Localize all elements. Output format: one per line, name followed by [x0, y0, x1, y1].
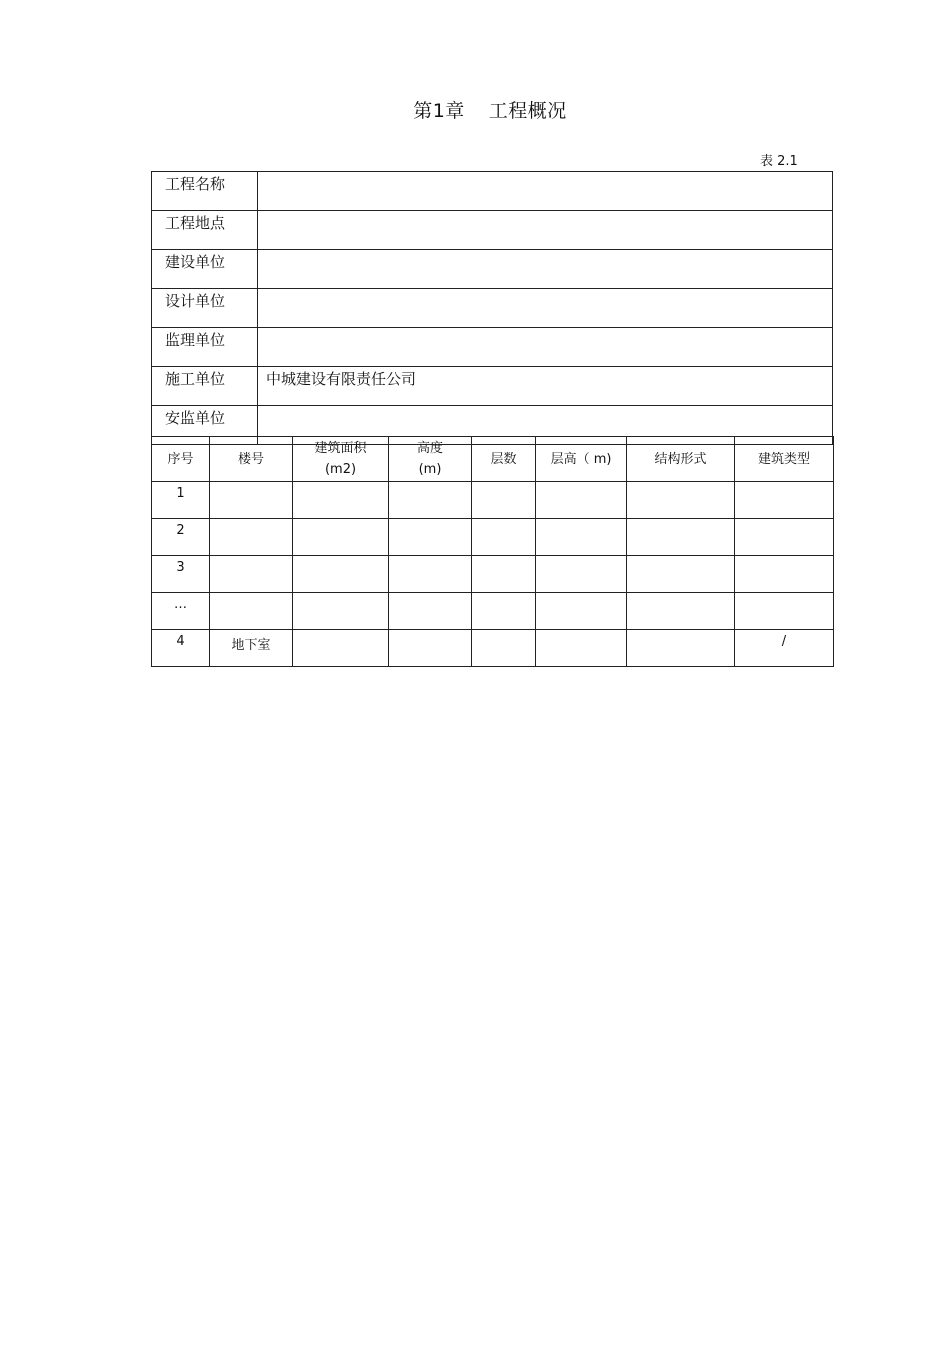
table-cell: [627, 630, 735, 667]
column-header: [472, 437, 536, 482]
table-row: [152, 556, 834, 593]
info-label: 工程地点: [152, 211, 258, 250]
info-value: 中城建设有限责任公司: [258, 367, 833, 406]
table-number: 表 2.1: [760, 154, 798, 169]
table-cell: [536, 630, 627, 667]
info-label: 工程名称: [152, 172, 258, 211]
column-header: [536, 437, 627, 482]
info-label: 安监单位: [152, 406, 258, 445]
table-cell: [389, 519, 472, 556]
table-cell: [210, 556, 293, 593]
column-header: [389, 437, 472, 482]
table-cell: [472, 630, 536, 667]
table-cell: [472, 482, 536, 519]
info-value: [258, 289, 833, 328]
info-label: 施工单位: [152, 367, 258, 406]
table-cell: [472, 519, 536, 556]
column-header: [627, 437, 735, 482]
table-cell: [389, 593, 472, 630]
table-cell: 2: [152, 519, 210, 556]
table-cell: [735, 519, 834, 556]
table-cell: [472, 593, 536, 630]
info-row: [152, 250, 833, 289]
table-cell: [536, 519, 627, 556]
table-cell: [627, 556, 735, 593]
table-cell: [735, 482, 834, 519]
info-label: 监理单位: [152, 328, 258, 367]
table-cell: [210, 482, 293, 519]
info-value: [258, 328, 833, 367]
table-row: [152, 593, 834, 630]
table-cell: [735, 593, 834, 630]
column-header-line1: 层数: [490, 451, 517, 467]
column-header-line1: 楼号: [237, 451, 264, 467]
info-row: [152, 172, 833, 211]
table-cell: /: [735, 630, 834, 667]
table-cell: [389, 556, 472, 593]
table-cell: [293, 593, 389, 630]
column-header-line2: (m): [418, 462, 442, 477]
table-cell: [627, 482, 735, 519]
info-label: 设计单位: [152, 289, 258, 328]
column-header-row: [152, 437, 834, 482]
table-row: [152, 482, 834, 519]
table-cell: [293, 482, 389, 519]
table-cell: [627, 519, 735, 556]
page-title: [0, 96, 950, 123]
table-cell: [293, 630, 389, 667]
table-cell: [293, 519, 389, 556]
table-row: [152, 519, 834, 556]
table-cell: [210, 519, 293, 556]
table-cell: [627, 593, 735, 630]
table-cell: …: [152, 593, 210, 630]
table-cell: 地下室: [210, 630, 293, 667]
table-cell: [536, 482, 627, 519]
table-cell: [536, 593, 627, 630]
column-header: [735, 437, 834, 482]
table-cell: [293, 556, 389, 593]
column-header: [152, 437, 210, 482]
info-value: [258, 211, 833, 250]
info-row: [152, 328, 833, 367]
column-header-line1: 高度: [416, 441, 443, 456]
column-header: [293, 437, 389, 482]
table-cell: [210, 593, 293, 630]
table-cell: 4: [152, 630, 210, 667]
table-cell: 3: [152, 556, 210, 593]
building-table: [151, 436, 834, 667]
info-value: [258, 172, 833, 211]
table-cell: [389, 482, 472, 519]
column-header-line1: 建筑类型: [757, 451, 810, 467]
info-label: 建设单位: [152, 250, 258, 289]
table-cell: 1: [152, 482, 210, 519]
info-row: [152, 211, 833, 250]
column-header-line2: (m2): [324, 462, 357, 477]
table-cell: [472, 556, 536, 593]
column-header-line1: 建筑面积: [314, 441, 367, 456]
table-cell: [536, 556, 627, 593]
table-row: [152, 630, 834, 667]
chapter-title: 工程概况: [488, 100, 567, 122]
column-header-line1: 结构形式: [654, 451, 707, 467]
info-value: [258, 250, 833, 289]
column-header: [210, 437, 293, 482]
project-info-table: [151, 171, 833, 445]
column-header-line1: 层高（ m): [550, 451, 612, 467]
column-header-line1: 序号: [167, 451, 194, 467]
info-row: [152, 367, 833, 406]
table-cell: [389, 630, 472, 667]
chapter-number: 第1章: [413, 100, 465, 122]
info-row: [152, 289, 833, 328]
table-cell: [735, 556, 834, 593]
